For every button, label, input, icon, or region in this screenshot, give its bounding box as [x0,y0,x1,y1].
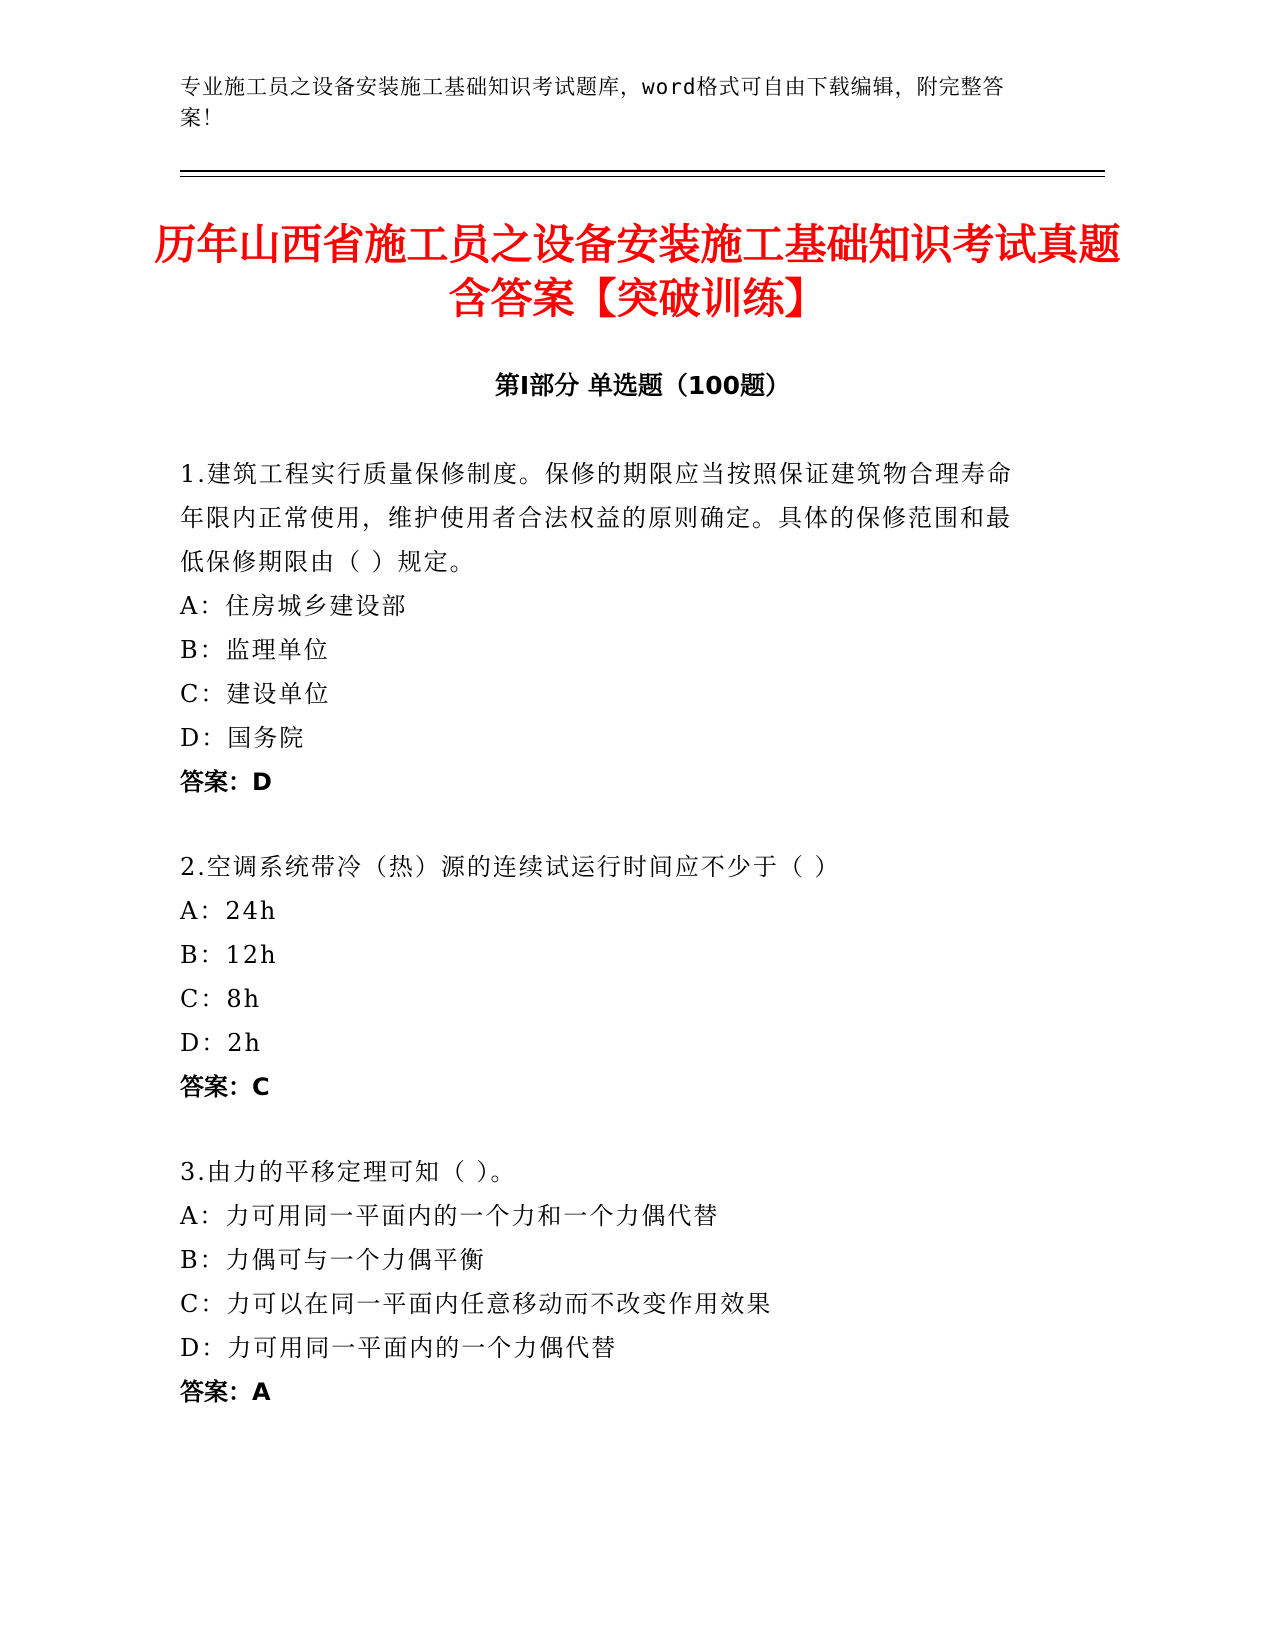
document-title: 历年山西省施工员之设备安装施工基础知识考试真题含答案【突破训练】 [154,220,1121,323]
question-3 [180,1150,1030,1414]
question-1 [180,452,1030,804]
question-2 [180,845,1030,1109]
option-a: A：力可用同一平面内的一个力和一个力偶代替 [180,1202,720,1230]
header-note: 专业施工员之设备安装施工基础知识考试题库，word格式可自由下载编辑，附完整答案！ [180,75,1005,130]
option-d: D：2h [180,1029,262,1057]
option-b: B：12h [180,941,278,969]
option-b: B：监理单位 [180,636,330,664]
answer-label: 答案：D [180,768,272,796]
question-stem: 1.建筑工程实行质量保修制度。保修的期限应当按照保证建筑物合理寿命年限内正常使用，维护使用者合法权益的原则确定。具体的保修范围和最低保修期限由（ ）规定。 [180,460,1013,576]
question-list [180,452,1030,1455]
header-divider-thin [180,176,1105,177]
option-c: C：力可以在同一平面内任意移动而不改变作用效果 [180,1290,773,1318]
option-a: A：住房城乡建设部 [180,592,408,620]
header-divider-thick [180,170,1105,172]
option-a: A：24h [180,897,278,925]
option-c: C：建设单位 [180,680,331,708]
option-d: D：力可用同一平面内的一个力偶代替 [180,1334,618,1362]
option-d: D：国务院 [180,724,306,752]
question-stem: 2.空调系统带冷（热）源的连续试运行时间应不少于（ ） [180,853,841,881]
answer-label: 答案：A [180,1378,271,1406]
option-c: C：8h [180,985,262,1013]
section-title: 第I部分 单选题（100题） [494,371,791,400]
answer-label: 答案：C [180,1073,270,1101]
option-b: B：力偶可与一个力偶平衡 [180,1246,486,1274]
question-stem: 3.由力的平移定理可知（ ）。 [180,1158,517,1186]
